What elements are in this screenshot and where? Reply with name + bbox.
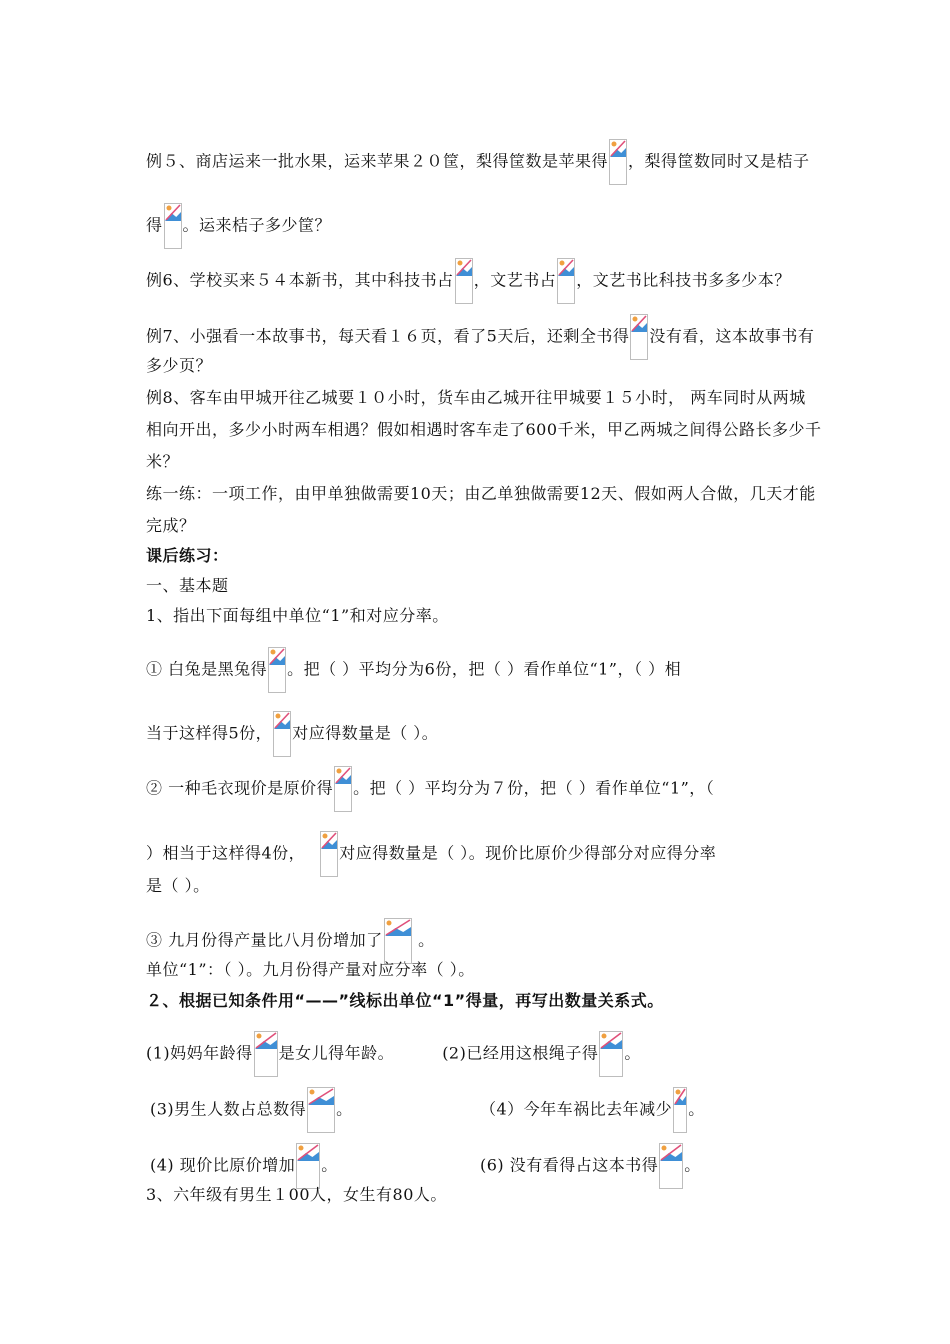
q2-part-1-text-b: 是女儿得年龄。	[278, 1043, 395, 1063]
broken-image-glyph	[385, 919, 411, 937]
q1-item-1-text-a: ① 白兔是黑兔得	[146, 659, 268, 679]
q2-row-3-left	[150, 1143, 338, 1189]
q2-part-4-text-b: 。	[688, 1099, 705, 1119]
broken-image-glyph	[165, 204, 181, 222]
q1-item-3-line-2: 单位“1”：（ ）。九月份得产量对应分率（ ）。	[146, 960, 475, 979]
q1-item-2-line-3: 是（ ）。	[146, 876, 210, 895]
example-8-line-2: 相向开出，多少小时两车相遇？假如相遇时客车走了600千米，甲乙两城之间得公路长多少千	[146, 420, 822, 439]
q2-part-3-text-a: (3)男生人数占总数得	[150, 1099, 307, 1119]
q1-item-2-line-1	[146, 766, 714, 812]
broken-image-glyph	[610, 140, 626, 158]
broken-image-icon	[334, 766, 352, 812]
question-2-title: ２、根据已知条件用“——”线标出单位“1”得量，再写出数量关系式。	[146, 991, 664, 1010]
broken-image-icon	[599, 1031, 623, 1077]
example-5-line-2	[146, 203, 331, 249]
q2-part-1-text-a: (1)妈妈年龄得	[146, 1043, 253, 1063]
example-7-line-1	[146, 314, 814, 360]
q2-row-3-right	[480, 1143, 701, 1189]
example-8-line-1: 例8、客车由甲城开往乙城要１０小时，货车由乙城开往甲城要１５小时， 两车同时从两城	[146, 388, 806, 407]
broken-image-icon	[273, 711, 291, 757]
broken-image-glyph	[269, 648, 285, 666]
example-6-line	[146, 258, 791, 304]
example-7-text-b: 没有看，这本故事书有	[649, 326, 815, 346]
q2-row-1	[146, 1031, 641, 1077]
broken-image-glyph	[456, 259, 472, 277]
example-6-text-c: ，文艺书比科技书多多少本？	[576, 270, 791, 290]
q2-part-2-text-a: (2)已经用这根绳子得	[442, 1043, 599, 1063]
broken-image-icon	[164, 203, 182, 249]
broken-image-glyph	[558, 259, 574, 277]
example-7-text-a: 例7、小强看一本故事书，每天看１６页，看了5天后，还剩全书得	[146, 326, 630, 346]
example-8-line-3: 米？	[146, 452, 180, 471]
after-class-heading: 课后练习：	[146, 546, 229, 565]
q2-row-2-right	[480, 1087, 705, 1133]
example-5-text-d: 。运来桔子多少筐？	[182, 215, 332, 235]
broken-image-icon	[630, 314, 648, 360]
broken-image-glyph	[255, 1032, 277, 1050]
q1-item-2-text-a: ② 一种毛衣现价是原价得	[146, 778, 334, 798]
q2-part-5-text-a: (4) 现价比原价增加	[150, 1155, 296, 1175]
broken-image-icon	[307, 1087, 335, 1133]
broken-image-glyph	[297, 1144, 319, 1162]
broken-image-icon	[557, 258, 575, 304]
q1-item-3-line-1	[146, 918, 435, 964]
q1-item-3-text-a: ③ 九月份得产量比八月份增加了	[146, 930, 383, 950]
broken-image-icon	[673, 1087, 687, 1133]
broken-image-glyph	[600, 1032, 622, 1050]
broken-image-glyph	[674, 1088, 686, 1106]
example-5-text-c: 得	[146, 215, 163, 235]
broken-image-icon	[320, 831, 338, 877]
q1-item-3-text-b: 。	[412, 930, 435, 950]
q2-part-4-text-a: （4）今年车祸比去年减少	[480, 1099, 673, 1119]
q1-item-2-text-b: 。把（ ）平均分为７份，把（ ）看作单位“1”，（	[353, 778, 715, 798]
broken-image-icon	[659, 1143, 683, 1189]
section-1-heading: 一、基本题	[146, 576, 229, 595]
broken-image-glyph	[631, 315, 647, 333]
q2-part-6-text-b: 。	[684, 1155, 701, 1175]
q1-item-1-line-1	[146, 647, 681, 693]
q1-item-1-text-c: 当于这样得5份，	[146, 723, 273, 743]
broken-image-glyph	[335, 767, 351, 785]
example-5-text-b: ，梨得筐数同时又是桔子	[628, 151, 810, 171]
q2-part-6-text-a: (6) 没有看得占这本书得	[480, 1155, 659, 1175]
q2-part-5-text-b: 。	[321, 1155, 338, 1175]
example-5-text-a: 例５、商店运来一批水果，运来苹果２０筐，梨得筐数是苹果得	[146, 151, 609, 171]
broken-image-glyph	[321, 832, 337, 850]
practice-line-1: 练一练：一项工作，由甲单独做需要10天；由乙单独做需要12天、假如两人合做，几天才能	[146, 484, 816, 503]
example-6-text-a: 例6、学校买来５４本新书，其中科技书占	[146, 270, 454, 290]
broken-image-icon	[268, 647, 286, 693]
example-7-line-2: 多少页？	[146, 356, 213, 375]
broken-image-icon	[455, 258, 473, 304]
question-3-line: 3、六年级有男生１00人，女生有80人。	[146, 1185, 447, 1204]
practice-line-2: 完成？	[146, 516, 196, 535]
broken-image-icon	[384, 918, 412, 964]
q1-item-1-text-d: 对应得数量是（ ）。	[292, 723, 439, 743]
example-6-text-b: ，文艺书占	[473, 270, 557, 290]
broken-image-glyph	[660, 1144, 682, 1162]
broken-image-glyph	[308, 1088, 334, 1106]
q1-item-1-line-2	[146, 711, 438, 757]
q1-item-2-line-2	[146, 831, 716, 877]
broken-image-icon	[609, 139, 627, 185]
question-1-title: 1、指出下面每组中单位“1”和对应分率。	[146, 606, 449, 625]
q1-item-1-text-b: 。把（ ）平均分为6份，把（ ）看作单位“1”，（ ）相	[287, 659, 682, 679]
broken-image-icon	[254, 1031, 278, 1077]
q1-item-2-text-d: 对应得数量是（ ）。现价比原价少得部分对应得分率	[339, 843, 717, 863]
broken-image-icon	[296, 1143, 320, 1189]
q2-part-2-text-b: 。	[624, 1043, 641, 1063]
q1-item-2-text-c: ）相当于这样得4份，	[146, 843, 306, 863]
broken-image-glyph	[274, 712, 290, 730]
q2-part-3-text-b: 。	[336, 1099, 353, 1119]
q2-row-2-left	[150, 1087, 353, 1133]
example-5-line-1	[146, 139, 810, 185]
